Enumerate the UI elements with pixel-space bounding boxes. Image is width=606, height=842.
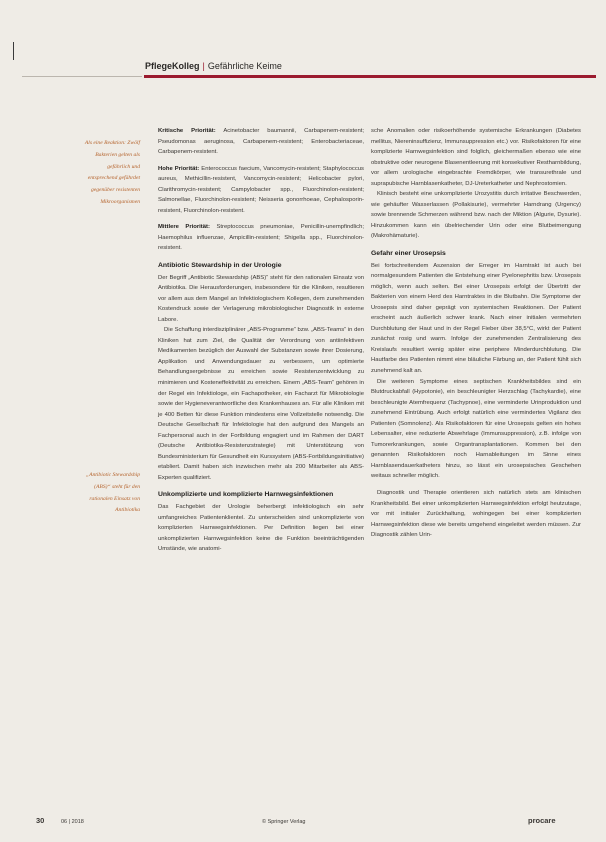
paragraph: sche Anomalien oder risikoerhöhende systemische Erkrankungen (Diabetes mellitus, Niereninsuffizienz, Immunsuppression etc.) vor. Risikofaktoren für eine komplizierte Harnwegsinfektion sind folglich, gleichermaßen ebenso wie eine obstruktive oder neurogene Blasenentleerung mit konsekutiver Restharnbildung, vor allem urologische eingebrachte Fremdkörper, wie transurethrale und suprapubische Harnblasenkatheter, DJ-Ureterkatheter und Nephrostomien. bbox=[371, 128, 581, 187]
running-header bbox=[145, 61, 282, 71]
paragraph bbox=[158, 126, 364, 158]
paragraph: Bei fortschreitendem Aszension der Erreger im Harntrakt ist auch bei normalgesundem Patienten die Entstehung einer Pyelonephritis bzw. Urosepsis möglich, wenn auch selten. Bei einer Urosepsis erfolgt der Übertritt der Bakterien von einem Herd des Harntraktes in die Blutbahn. Die Symptome der Urosepsis sind daher geprägt von systemischen Reaktionen. Der Patient erscheint auch äußerlich schwer krank. Nach einer initialen vermehrten Durchblutung der Haut und in der Regel Fieber über 38,5°C, wirkt der Patient zunächst rosig und warm. Infolge der zunehmenden Zentralisierung des Kreislaufs resultiert wenig später eine periphere Minderdurchblutung. Die Hautfarbe des Patienten nimmt eine bläuliche Färbung an, der Patient fühlt sich zunehmend kalt an. bbox=[371, 262, 581, 374]
priority-label: Kritische Priorität: bbox=[158, 128, 216, 134]
header-accent-bar bbox=[144, 75, 596, 78]
paragraph-text: Acinetobacter baumannii, Carbapenem-resistent; Pseudomonas aeruginosa, Carbapenem-resistent; Enterobacteriaceae, Carbapenem-resistent. bbox=[158, 128, 364, 156]
issue-label: 06 | 2018 bbox=[61, 819, 84, 825]
paragraph bbox=[158, 222, 364, 254]
margin-note: Als eine Reaktion: Zwölf Bakterien gelten als gefährlich und entsprechend gefährdet gegenüber resistenten Mikroorganismen bbox=[84, 140, 140, 205]
page-number: 30 bbox=[36, 816, 45, 825]
publisher-label: © Springer Verlag bbox=[262, 819, 306, 825]
section-heading: Gefahr einer Urosepsis bbox=[371, 250, 446, 258]
paragraph: Klinisch besteht eine unkomplizierte Urozystitis durch irritative Beschwerden, wie gehäufter Wasserlassen (Pollakisurie), vermehrter Harndrang (Urgency) sowie brennende Schmerzen während bzw. nach der Miktion (Algurie, Dysurie). Hinzukommen kann ein übelriechender Urin oder eine Blutbeimengung (Makrohämaturie). bbox=[371, 191, 581, 240]
paragraph: Die Schaffung interdisziplinärer „ABS-Programme“ bzw. „ABS-Teams“ in den Kliniken hat zum Ziel, die Qualität der Verordnung von antiinfektiven Medikamenten bezüglich der Auswahl der Substanzen sowie ihrer Dosierung, Applikation und Anwendungsdauer zu verbessern, um optimierte Behandlungsergebnisse zu erreichen sowie Resistenzentwicklung zu minimieren und Kosteneffektivität zu erreichen. Einem „ABS-Team“ gehören in der Regel ein Infektiologe, ein Fachapotheker, ein Facharzt für Mikrobiologie sowie der Hygieneverantwortliche des Krankenhauses an. Für alle Kliniken mit je 400 Betten für diese Funktion mindestens eine Vollzeitstelle notwendig. Die Deutsche Gesellschaft für Infektiologie hat den aufgrund des Mangels an Fachpersonal auch in der Fortbildung engagiert und im Rahmen der DART (Deutsche Antibiotika-Resistenzstrategie) mit Unterstützung von Bundesministerium für Gesundheit ein Kurssystem (ABS-Fortbildungsinitiative) etabliert. Damit haben sich inzwischen mehr als 200 Mitarbeiter als ABS-Experten qualifiziert. bbox=[158, 327, 364, 481]
text-column-right bbox=[371, 126, 581, 541]
header-brand: PflegeKolleg bbox=[145, 61, 200, 71]
section-heading: Unkomplizierte und komplizierte Harnwegsinfektionen bbox=[158, 491, 334, 499]
header-topic: Gefährliche Keime bbox=[207, 61, 282, 71]
section-heading: Antibiotic Stewardship in der Urologie bbox=[158, 262, 282, 270]
margin-note: „Antibiotic Stewardship (ABS)“ steht für den rationalen Einsatz von Antibiotika bbox=[85, 472, 140, 514]
paragraph-text: Enterococcus faecium, Vancomycin-resistent; Staphylococcus aureus, Methicillin-resistent, Vancomycin-resistent; Helicobacter pylori, Clarithromycin-resistent; Campylobacter spp., Fluorchinolon-resistent; Salmonellae, Fluorchinolon-resistent; Neisseria gonorrhoeae, Cephalosporin-resistent, Fluorchinolon-resistent. bbox=[158, 165, 364, 214]
journal-brand: procare bbox=[528, 816, 556, 825]
crop-mark bbox=[13, 42, 14, 60]
paragraph: Diagnostik und Therapie orientieren sich natürlich stets am klinischen Krankheitsbild. Bei einer unkomplizierten Harnwegsinfektion erfolgt heutzutage, vor mit initialer Zurückhaltung, wohingegen bei einer komplizierten Harnwegsinfektion diese wie bereits umgehend eingeleitet werden müssen. Zur Diagnostik zählen Urin- bbox=[371, 490, 581, 539]
header-separator: | bbox=[202, 61, 205, 71]
paragraph bbox=[158, 164, 364, 217]
priority-label: Mittlere Priorität: bbox=[158, 224, 210, 231]
header-rule-left bbox=[22, 76, 142, 77]
paragraph: Der Begriff „Antibiotic Stewardship (ABS)“ steht für den rationalen Einsatz von Antibiotika. Die Herausforderungen, insbesondere für die Kliniken, resultieren vor allem aus dem Mangel an Infektiologischem Kollegen, dem zunehmenden Kostendruck sowie der Verlagerung mikrobiologischer Diagnostik in externe Labore. bbox=[158, 274, 364, 323]
text-column-left bbox=[158, 126, 364, 555]
paragraph: Das Fachgebiet der Urologie beherbergt infektiologisch ein sehr umfangreiches Patientenklientel. Zu unterscheiden sind unkomplizierte von komplizierten Harnwegsinfektionen. Per Definition liegen bei einer unkomplizierten Harnwegsinfektion keine die Funktion beeinträchtigenden Umstände, wie anatomi- bbox=[158, 503, 364, 553]
priority-label: Hohe Priorität: bbox=[158, 165, 200, 172]
paragraph-text: Streptococcus pneumoniae, Penicillin-unempfindlich; Haemophilus influenzae, Ampicillin-resistent; Shigella spp., Fluorchinolon-resistent. bbox=[158, 224, 364, 252]
paragraph: Die weiteren Symptome eines septischen Krankheitsbildes sind ein Blutdruckabfall (Hypotonie), ein beschleunigter Herzschlag (Tachykardie), eine beschleunigte Atemfrequenz (Tachypnoe), eine verminderte Urinproduktion und zunehmend Eintrübung. Auch erfolgt natürlich eine vermindertes Vigilanz des Patienten (Somnolenz). Als Risikofaktoren für eine Urosepsis gelten ein hohes Lebensalter, eine reduzierte Abwehrlage (Immunsuppression), z.B. infolge von Tumorerkrankungen, sowie Organtransplantationen. Kommen bei den genannten Risikofaktoren noch Harnableitungen im Sinne eines Harnblasendauerkatheters hinzu, so lässt ein urosepsisches Geschehen weitaus schneller möglich. bbox=[371, 378, 581, 480]
